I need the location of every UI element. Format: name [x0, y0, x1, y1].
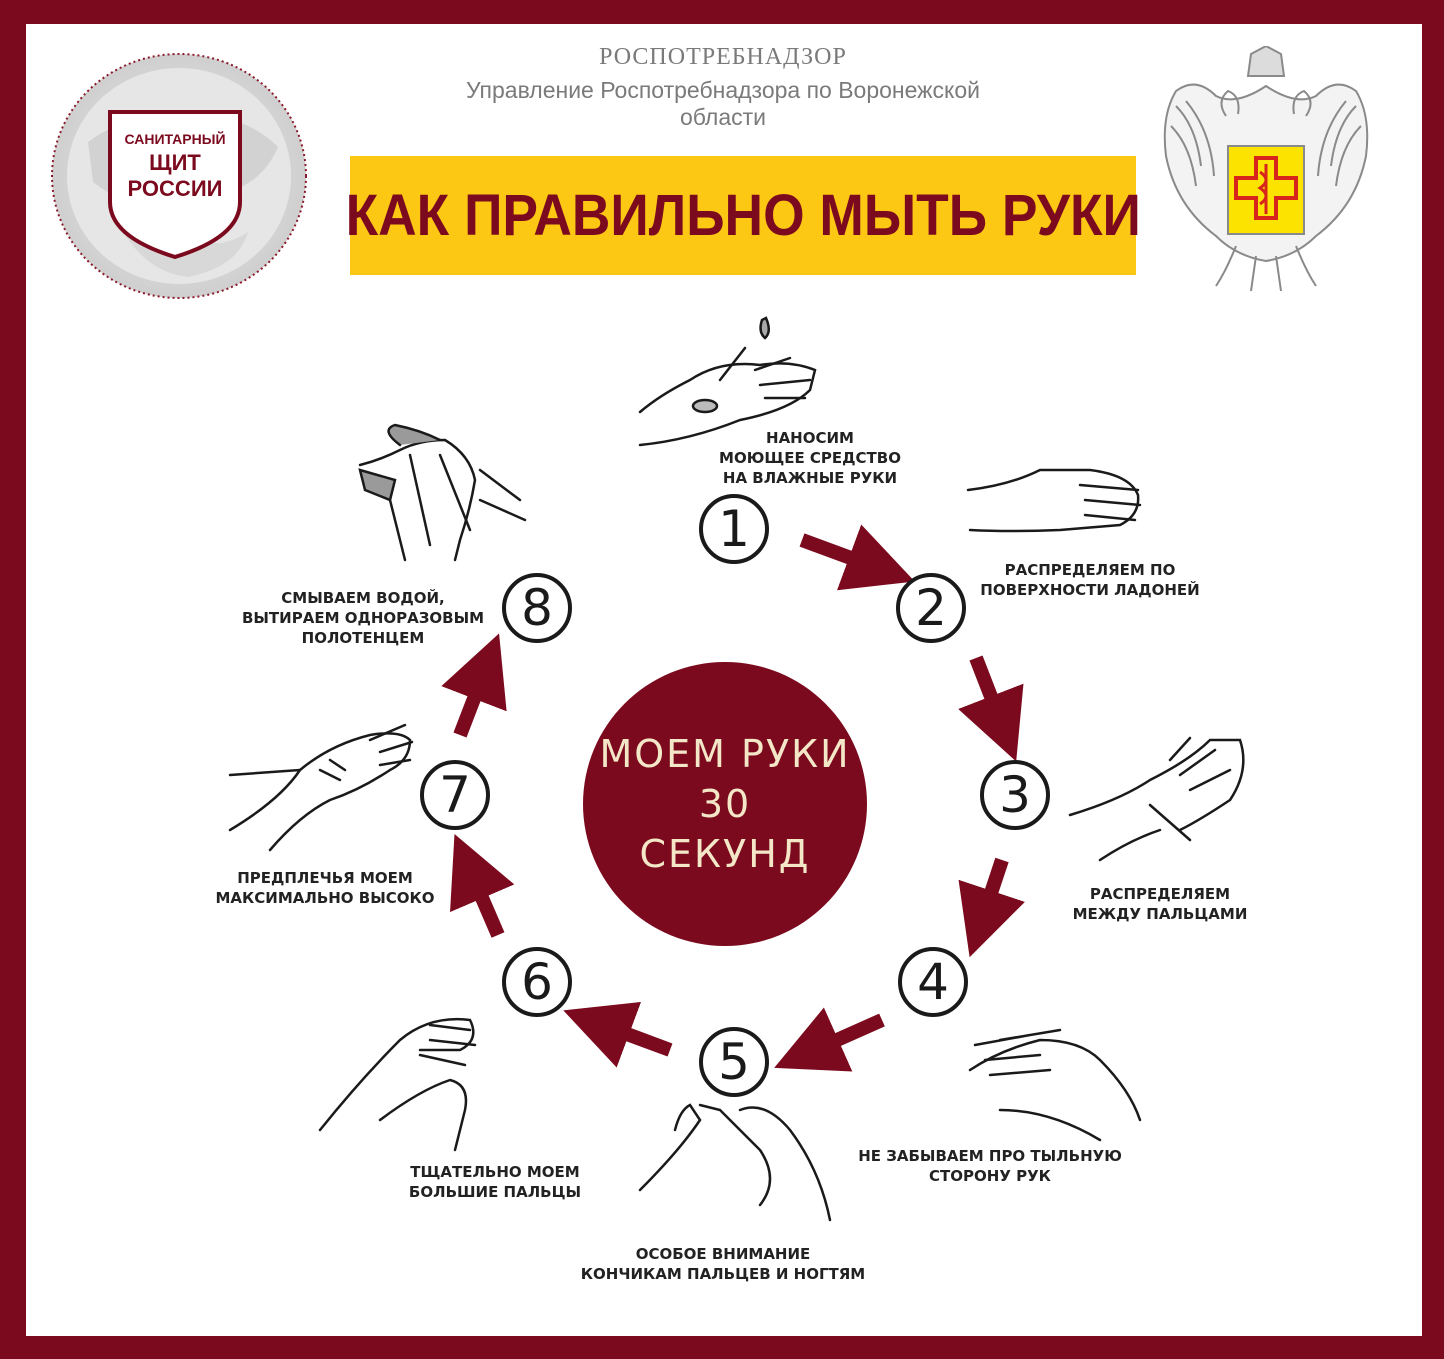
step-number-3: 3	[980, 760, 1050, 830]
center-line3: СЕКУНД	[639, 832, 811, 876]
step-number-6: 6	[502, 947, 572, 1017]
step-caption-3: РАСПРЕДЕЛЯЕМ МЕЖДУ ПАЛЬЦАМИ	[1072, 885, 1248, 923]
step-number-8: 8	[502, 573, 572, 643]
step-caption-1: НАНОСИМ МОЮЩЕЕ СРЕДСТВО НА ВЛАЖНЫЕ РУКИ	[719, 429, 901, 487]
step-caption-6: ТЩАТЕЛЬНО МОЕМ БОЛЬШИЕ ПАЛЬЦЫ	[408, 1163, 582, 1201]
step-number-5: 5	[699, 1027, 769, 1097]
page-title: КАК ПРАВИЛЬНО МЫТЬ РУКИ	[345, 183, 1141, 248]
step-number-1: 1	[699, 494, 769, 564]
step-caption-8: СМЫВАЕМ ВОДОЙ, ВЫТИРАЕМ ОДНОРАЗОВЫМ ПОЛОТЕНЦЕМ	[241, 589, 485, 647]
logo-line2: ЩИТ	[149, 150, 201, 175]
hand-icon	[968, 470, 1140, 531]
hand-icon	[640, 1105, 830, 1220]
step-caption-4: НЕ ЗАБЫВАЕМ ПРО ТЫЛЬНУЮ СТОРОНУ РУК	[858, 1147, 1122, 1185]
org-subtitle: Управление Роспотребнадзора по Воронежской области	[465, 77, 981, 130]
hand-icon	[970, 1030, 1140, 1140]
logo-line1: САНИТАРНЫЙ	[124, 131, 226, 147]
hand-icon	[320, 1019, 475, 1150]
step-caption-5: ОСОБОЕ ВНИМАНИЕ КОНЧИКАМ ПАЛЬЦЕВ И НОГТЯМ	[580, 1245, 866, 1283]
step-caption-2: РАСПРЕДЕЛЯЕМ ПО ПОВЕРХНОСТИ ЛАДОНЕЙ	[980, 561, 1200, 599]
center-line1: МОЕМ РУКИ	[599, 732, 851, 776]
hand-icon	[230, 725, 412, 850]
hand-icon	[360, 425, 525, 560]
logo-line3: РОССИИ	[127, 176, 223, 201]
hand-icon	[1070, 738, 1243, 860]
org-name: РОСПОТРЕБНАДЗОР	[599, 44, 847, 70]
center-circle	[583, 662, 867, 946]
center-line2: 30	[698, 782, 752, 826]
step-number-2: 2	[896, 573, 966, 643]
step-number-7: 7	[420, 760, 490, 830]
step-caption-7: ПРЕДПЛЕЧЬЯ МОЕМ МАКСИМАЛЬНО ВЫСОКО	[215, 869, 435, 907]
hand-icon	[640, 318, 815, 445]
step-number-4: 4	[898, 947, 968, 1017]
